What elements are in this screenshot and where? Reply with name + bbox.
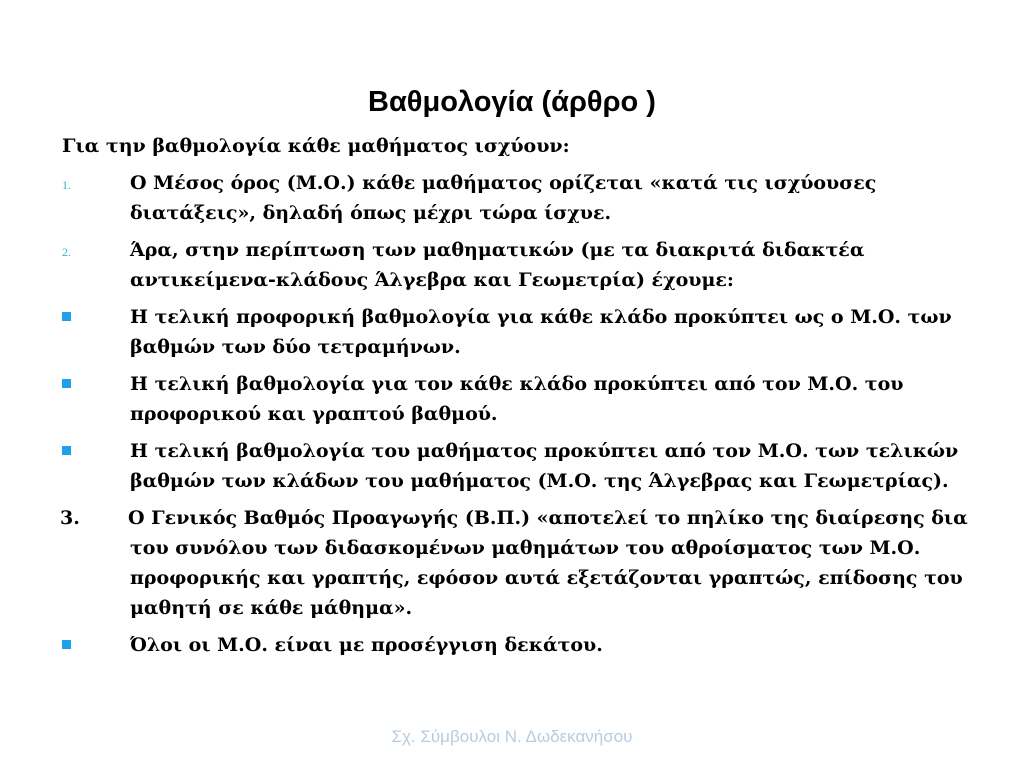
square-bullet-icon [62,379,71,388]
square-bullet-icon [62,312,71,321]
list-item-text: Ο Μέσος όρος (Μ.Ο.) κάθε μαθήματος ορίζεται «κατά τις ισχύουσες διατάξεις», δηλαδή όπως μέχρι τώρα ίσχυε. [130,172,877,224]
bullet-item-text: Η τελική βαθμολογία για τον κάθε κλάδο προκύπτει από τον Μ.Ο. του προφορικού και γραπτού βαθμού. [130,373,904,425]
intro-text: Για την βαθμολογία κάθε μαθήματος ισχύουν: [62,135,570,157]
bullet-item-1 [62,302,972,362]
slide-footer: Σχ. Σύμβουλοι Ν. Δωδεκανήσου [391,727,633,746]
list-item-text: Άρα, στην περίπτωση των μαθηματικών (με τα διακριτά διδακτέα αντικείμενα-κλάδους Άλγεβρα και Γεωμετρία) έχουμε: [130,239,865,291]
bullet-item-text: Η τελική προφορική βαθμολογία για κάθε κλάδο προκύπτει ως ο Μ.Ο. των βαθμών των δύο τετραμήνων. [130,306,952,358]
list-number-2: 2. [62,245,71,259]
bullet-item-4 [62,630,972,660]
bullet-item-3 [62,436,972,496]
slide-body [62,131,972,667]
bullet-item-text: Όλοι οι Μ.Ο. είναι με προσέγγιση δεκάτου. [130,634,603,656]
square-bullet-icon [62,640,71,649]
list-number-3: 3. [60,507,80,529]
bullet-item-text: Η τελική βαθμολογία του μαθήματος προκύπτει από τον Μ.Ο. των τελικών βαθμών των κλάδων του μαθήματος (Μ.Ο. της Άλγεβρας και Γεωμετρίας). [130,440,959,492]
slide-title: Βαθμολογία (άρθρο ) [368,86,656,118]
list-item-text: Ο Γενικός Βαθμός Προαγωγής (Β.Π.) «αποτελεί το πηλίκο της διαίρεσης δια του συνόλου των διδασκομένων μαθημάτων του αθροίσματος των Μ.Ο. προφορικής και γραπτής, εφόσον αυτά εξετάζονται γραπτώς, επίδοσης του μαθητή σε κάθε μάθημα». [128,507,968,619]
bullet-item-2 [62,369,972,429]
list-item-2 [62,235,972,295]
list-item-3 [62,503,972,623]
list-number-1: 1. [62,178,71,192]
list-item-1 [62,168,972,228]
square-bullet-icon [62,446,71,455]
